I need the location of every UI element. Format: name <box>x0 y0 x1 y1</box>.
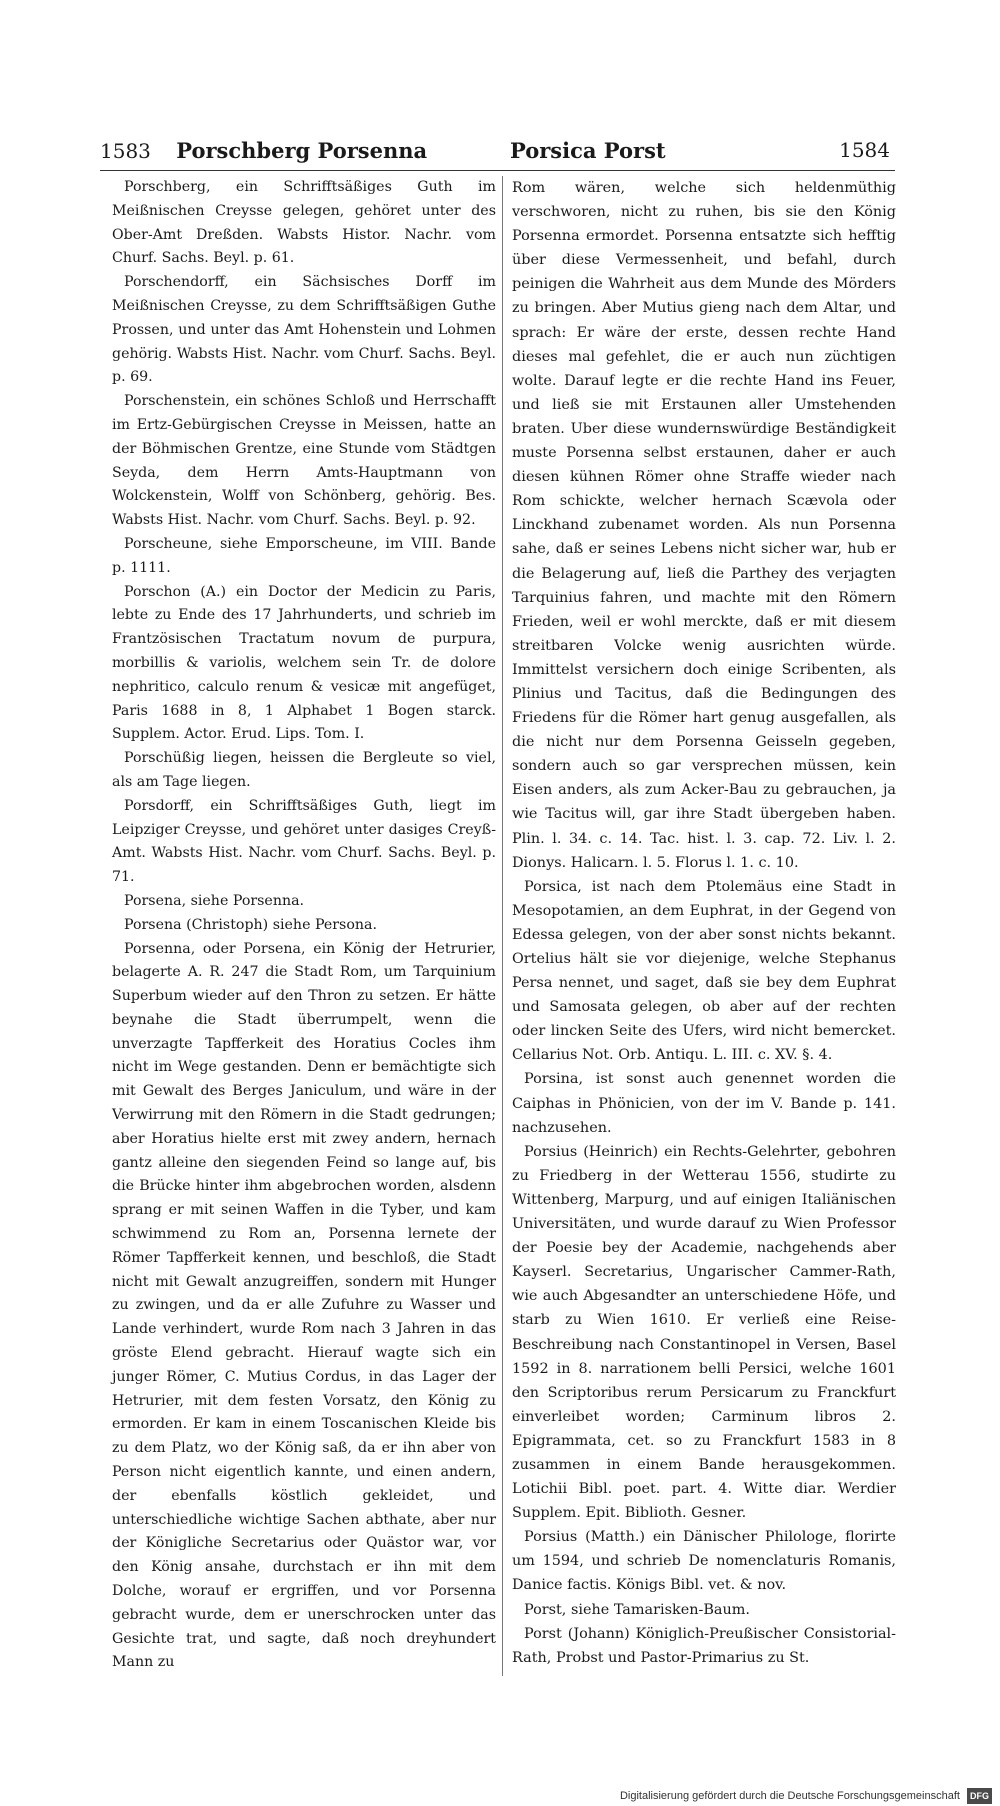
header-rule <box>100 170 895 171</box>
entry-porsius-heinrich: Porsius (Heinrich) ein Rechts-Gelehrter, gebohren zu Friedberg in der Wetterau 1556, studirte zu Wittenberg, Marpurg, und auf einigen Italiänischen Universitäten, und wurde darauf zu Wien Professor der Poesie bey der Academie, nachgehends aber Kayserl. Secretarius, Ungarischer Cammer-Rath, wie auch Abgesandter an unterschiedene Höfe, und starb zu Wien 1610. Er verließ eine Reise-Beschreibung nach Constantinopel in Versen, Basel 1592 in 8. narrationem belli Persici, welche 1601 den Scriptoribus rerum Persicarum zu Franckfurt einverleibet worden; Carminum libros 2. Epigrammata, cet. so zu Franckfurt 1583 in 8 zusammen in einem Bande herausgekommen. Lotichii Bibl. poet. part. 4. Witte diar. Werdier Supplem. Epit. Biblioth. Gesner. <box>512 1143 896 1522</box>
entry-porschon: Porschon (A.) ein Doctor der Medicin zu Paris, lebte zu Ende des 17 Jahrhunderts, und schrieb im Frantzösischen Tractatum novum de purpura, morbillis & variolis, welchem sein Tr. de dolore nephritico, calculo renum & vesicæ mit angefüget, Paris 1688 in 8, 1 Alphabet 1 Bogen starck. Supplem. Actor. Erud. Lips. Tom. I. <box>112 583 496 743</box>
right-running-head <box>510 138 890 168</box>
entry-porsenna: Porsenna, oder Porsena, ein König der Hetrurier, belagerte A. R. 247 die Stadt Rom, um Tarquinium Superbum wieder auf den Thron zu setzen. Er hätte beynahe die Stadt überrumpelt, wenn die unverzagte Tapfferkeit des Horatius Cocles ihm nicht im Wege gestanden. Denn er bemächtigte sich mit Gewalt des Berges Janiculum, und wäre in der Verwirrung mit den Römern in die Stadt gedrungen; aber Horatius hielte erst mit zwey andern, hernach gantz alleine den siegenden Feind so lange auf, bis die Brücke hinter ihm abgebrochen worden, alsdenn sprang er mit seinen Waffen in die Tyber, und kam schwimmend zu Rom an, Porsenna lernete der Römer Tapfferkeit kennen, und beschloß, die Stadt nicht mit Gewalt anzugreiffen, sondern mit Hunger zu zwingen, und da er alle Zufuhre zu Wasser und Lande verhindert, wurde Rom nach 3 Jahren in das gröste Elend gebracht. Hierauf wagte sich ein junger Römer, C. Mutius Cordus, in das Lager der Hetrurier, mit dem festen Vorsatz, den König zu ermorden. Er kam in einem Toscanischen Kleide bis zu dem Platz, wo der König saß, da er ihn aber von Person nicht eigentlich kannte, und einen andern, der ebenfalls köstlich gekleidet, und unterschiedliche wichtige Sachen abthate, aber nur der Königliche Secretarius oder Quästor war, vor den König ansahe, durchstach er ihn mit dem Dolche, worauf er ergriffen, und vor Porsenna gebracht wurde, dem er unerschrocken unter das Gesichte trat, und sagte, daß noch dreyhundert Mann zu <box>112 940 496 1671</box>
left-column <box>112 176 496 1675</box>
entry-porschenstein: Porschenstein, ein schönes Schloß und Herrschafft im Ertz-Gebürgischen Creysse in Meissen, hatte an der Böhmischen Grentze, eine Stunde vom Städtgen Seyda, dem Herrn Amts-Hauptmann von Wolckenstein, Wolff von Schönberg, gehörig. Bes. Wabsts Hist. Nachr. vom Churf. Sachs. Beyl. p. 92. <box>112 393 496 529</box>
entry-porschuessig: Porschüßig liegen, heissen die Bergleute so viel, als am Tage liegen. <box>112 750 496 790</box>
right-column <box>512 176 896 1670</box>
entry-porscheune: Porscheune, siehe Emporscheune, im VIII. Bande p. 1111. <box>112 535 496 576</box>
entry-porst: Porst, siehe Tamarisken-Baum. <box>524 1601 750 1618</box>
entry-porsdorff: Porsdorff, ein Schrifftsäßiges Guth, liegt im Leipziger Creysse, und gehöret unter dasiges Creyß-Amt. Wabsts Hist. Nachr. vom Churf. Sachs. Beyl. p. 71. <box>112 797 496 886</box>
entry-porsius-matth: Porsius (Matth.) ein Dänischer Philologe, florirte um 1594, und schrieb De nomenclaturis Romanis, Danice factis. Königs Bibl. vet. & nov. <box>512 1529 896 1594</box>
column-divider <box>502 176 503 1676</box>
left-running-head <box>100 138 495 168</box>
right-page-number: 1584 <box>839 138 890 162</box>
entry-porschendorff: Porschendorff, ein Sächsisches Dorff im Meißnischen Creysse, zu dem Schrifftsäßigen Guthe Prossen, und unter das Amt Hohenstein und Lohmen gehörig. Wabsts Hist. Nachr. vom Churf. Sachs. Beyl. p. 69. <box>112 274 496 386</box>
entry-porschberg: Porschberg, ein Schrifftsäßiges Guth im Meißnischen Creysse gelegen, gehöret unter des Ober-Amt Dreßden. Wabsts Histor. Nachr. vom Churf. Sachs. Beyl. p. 61. <box>112 179 496 267</box>
entry-porsena: Porsena, siehe Porsenna. <box>124 892 305 909</box>
left-page-number: 1583 <box>100 139 151 163</box>
entry-porsenna-continued: Rom wären, welche sich heldenmüthig verschworen, nicht zu ruhen, bis sie den König Porsenna ermordet. Porsenna entsatzte sich hefftig über diese Vermessenheit, und befahl, durch peinigen die Wahrheit aus dem Munde des Mörders zu bringen. Aber Mutius gieng nach dem Altar, und sprach: Er wäre der erste, dessen rechte Hand dieses mal gefehlet, die er auch nun züchtigen wolte. Darauf legte er die rechte Hand ins Feuer, und ließ sie mit Erstaunen aller Umstehenden braten. Uber diese wundernswürdige Beständigkeit muste Porsenna selbst erstaunen, daher er auch diesen kühnen Römer ohne Straffe wieder nach Rom schickte, welcher hernach Scævola oder Linckhand zubenamet worden. Als nun Porsenna sahe, daß er seines Lebens nicht sicher war, hub er die Belagerung auf, ließ die Parthey des verjagten Tarquinius fahren, und machte mit den Römern Frieden, weil er wohl merckte, daß er mit diesem streitbaren Volcke wenig ausrichten würde. Immittelst versichern doch einige Scribenten, als Plinius und Tacitus, daß die Bedingungen des Friedens für die Römer hart genug ausgefallen, als die nicht nur dem Porsenna Geisseln gegeben, sondern auch so gar versprechen müssen, kein Eisen anders, als zum Acker-Bau zu gebrauchen, ja wie Tacitus will, gar ihre Stadt übergeben haben. Plin. l. 34. c. 14. Tac. hist. l. 3. cap. 72. Liv. l. 2. Dionys. Halicarn. l. 5. Florus l. 1. c. 10. <box>512 180 896 871</box>
left-head-text: Porschberg Porsenna <box>176 138 428 163</box>
entry-porsina: Porsina, ist sonst auch genennet worden die Caiphas in Phönicien, von der im V. Bande p. 141. nachzusehen. <box>512 1071 896 1136</box>
dfg-logo: DFG <box>967 1788 992 1804</box>
right-head-text: Porsica Porst <box>510 138 666 163</box>
entry-porst-johann: Porst (Johann) Königlich-Preußischer Consistorial-Rath, Probst und Pastor-Primarius zu St. <box>512 1625 896 1666</box>
entry-porsena-christoph: Porsena (Christoph) siehe Persona. <box>124 916 377 933</box>
footer-text: Digitalisierung gefördert durch die Deutsche Forschungsgemeinschaft <box>619 1790 960 1802</box>
entry-porsica: Porsica, ist nach dem Ptolemäus eine Stadt in Mesopotamien, an dem Euphrat, in der Gegend von Edessa gelegen, von der aber sonst nichts bekannt. Ortelius hält sie vor diejenige, welche Stephanus Persa nennet, und saget, daß sie bey dem Euphrat und Samosata gelegen, ob aber auf der rechten oder lincken Seite des Ufers, wird nicht bemercket. Cellarius Not. Orb. Antiqu. L. III. c. XV. §. 4. <box>512 878 896 1064</box>
digitization-footer <box>600 1788 992 1804</box>
